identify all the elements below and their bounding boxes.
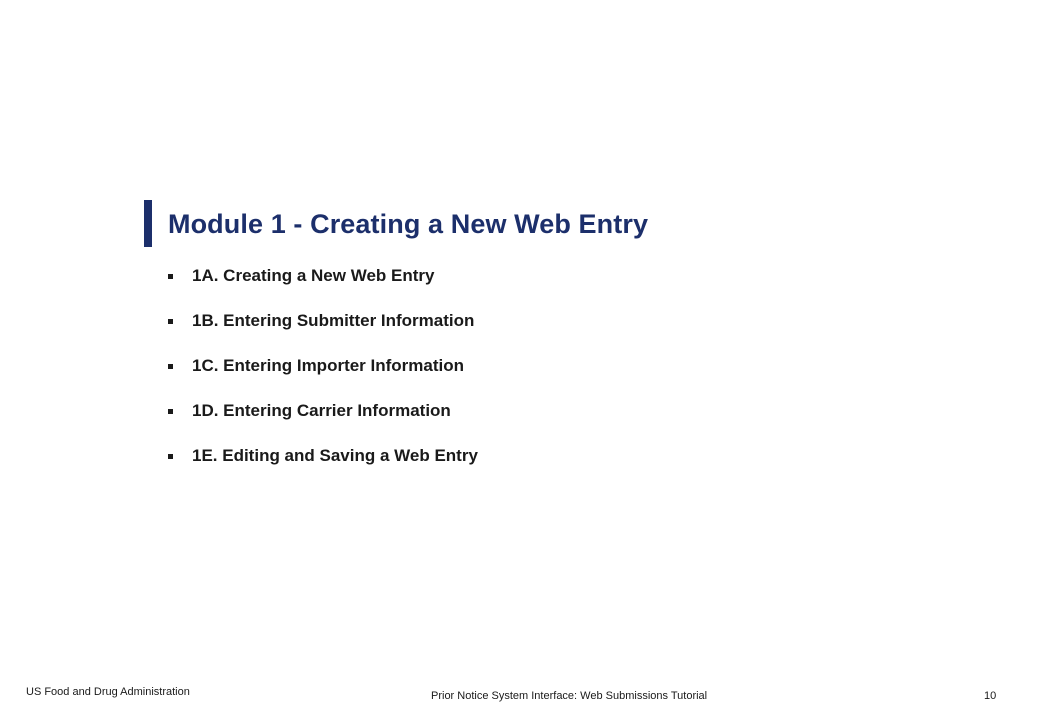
square-bullet-icon xyxy=(168,454,173,459)
title-accent-bar xyxy=(144,200,152,247)
list-item xyxy=(168,309,478,333)
list-item xyxy=(168,354,478,378)
list-item-label: 1B. Entering Submitter Information xyxy=(192,311,475,330)
list-item-label: 1E. Editing and Saving a Web Entry xyxy=(192,446,478,465)
slide-title: Module 1 - Creating a New Web Entry xyxy=(168,209,649,239)
page-number: 10 xyxy=(984,690,997,702)
list-item-label: 1C. Entering Importer Information xyxy=(192,356,465,375)
square-bullet-icon xyxy=(168,319,173,324)
square-bullet-icon xyxy=(168,364,173,369)
list-item xyxy=(168,444,478,468)
square-bullet-icon xyxy=(168,409,173,414)
footer-organization: US Food and Drug Administration xyxy=(26,686,190,698)
footer-document-title: Prior Notice System Interface: Web Submissions Tutorial xyxy=(431,690,708,702)
list-item xyxy=(168,399,478,423)
square-bullet-icon xyxy=(168,274,173,279)
list-item-label: 1A. Creating a New Web Entry xyxy=(192,266,435,285)
topic-list xyxy=(168,264,478,489)
list-item xyxy=(168,264,478,288)
list-item-label: 1D. Entering Carrier Information xyxy=(192,401,451,420)
